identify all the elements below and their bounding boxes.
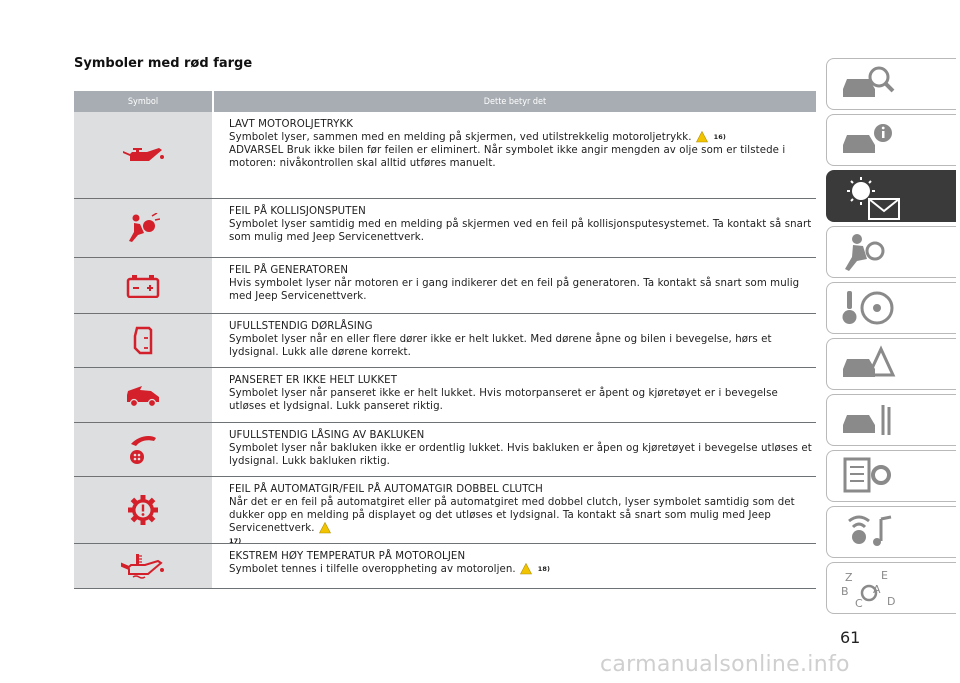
table-row (74, 423, 816, 477)
tab-technical-data[interactable] (826, 450, 956, 502)
svg-text:A: A (873, 583, 881, 596)
svg-text:E: E (881, 569, 888, 582)
symbol-cell (74, 368, 214, 422)
column-header-symbol: Symbol (74, 91, 214, 112)
multimedia-icon (837, 511, 897, 553)
symbol-cell (74, 423, 214, 476)
symbol-cell (74, 314, 214, 367)
row-text: Symbolet lyser når bakluken ikke er ordentlig lukket. Hvis bakluken er åpen og kjøretøyet i bevegelse utløses et lydsignal. Lukk bakluken riktig. (229, 443, 812, 467)
table-row (74, 544, 816, 589)
warning-light-message-icon (837, 175, 907, 221)
tab-multimedia[interactable] (826, 506, 956, 558)
oil-can-icon (120, 144, 166, 166)
steering-wheel-key-icon (837, 287, 897, 329)
row-heading: FEIL PÅ AUTOMATGIR/FEIL PÅ AUTOMATGIR DOBBEL CLUTCH (229, 484, 543, 495)
warning-triangle-icon (319, 522, 331, 534)
row-heading: PANSERET ER IKKE HELT LUKKET (229, 375, 398, 386)
table-row (74, 368, 816, 423)
symbol-cell (74, 544, 214, 588)
oil-temperature-icon (119, 553, 167, 579)
meaning-cell (214, 314, 816, 367)
table-row (74, 199, 816, 258)
airbag-icon (126, 213, 160, 243)
meaning-cell (214, 199, 816, 257)
airbag-seat-icon (837, 231, 897, 273)
row-heading: EKSTREM HØY TEMPERATUR PÅ MOTOROLJEN (229, 551, 466, 562)
warning-triangle-icon (696, 131, 708, 143)
meaning-cell (214, 112, 816, 198)
row-text: Symbolet lyser når panseret ikke er helt lukket. Hvis motorpanseret er åpent og kjøretøyet er i bevegelse utløses et lydsignal. Lukk panseret riktig. (229, 388, 778, 412)
svg-text:C: C (855, 597, 863, 610)
row-warning-text: ADVARSEL Bruk ikke bilen før feilen er eliminert. Når symbolet ikke angir mengden av olje som er tilstede i motoren: nivåkontrollen skal alltid utføres manuelt. (229, 145, 786, 169)
car-emergency-icon (837, 343, 897, 385)
index-letters-icon (837, 567, 907, 613)
tab-safety[interactable] (826, 226, 956, 278)
meaning-cell (214, 423, 816, 476)
tab-starting-driving[interactable] (826, 282, 956, 334)
meaning-cell (214, 477, 816, 543)
symbol-cell (74, 477, 214, 543)
symbol-cell (74, 258, 214, 313)
row-heading: FEIL PÅ GENERATOREN (229, 265, 349, 276)
footnote-ref: 18) (537, 565, 551, 573)
footnote-ref: 16) (713, 133, 726, 141)
page-title: Symboler med rød farge (74, 56, 253, 71)
hood-open-icon (124, 383, 162, 407)
tab-car-info[interactable] (826, 114, 956, 166)
row-text: Symbolet lyser når en eller flere dører ikke er helt lukket. Med dørene åpne og bilen i bevegelse, hørs et lydsignal. Lukk alle dørene korrekt. (229, 334, 772, 358)
row-heading: FEIL PÅ KOLLISJONSPUTEN (229, 206, 366, 217)
door-open-icon (132, 326, 154, 356)
meaning-cell (214, 544, 816, 588)
row-heading: UFULLSTENDIG LÅSING AV BAKLUKEN (229, 430, 425, 441)
table-row (74, 258, 816, 314)
tab-car-search[interactable] (826, 58, 956, 110)
svg-text:D: D (887, 595, 896, 608)
page-number: 61 (840, 628, 861, 647)
car-search-icon (837, 63, 897, 105)
tab-warning-lights[interactable] (826, 170, 956, 222)
row-heading: UFULLSTENDIG DØRLÅSING (229, 321, 373, 332)
car-info-icon (837, 119, 897, 161)
row-heading: LAVT MOTOROLJETRYKK (229, 119, 354, 130)
tailgate-open-icon (128, 434, 158, 466)
watermark: carmanualsonline.info (600, 652, 850, 677)
tab-index[interactable] (826, 562, 956, 614)
symbol-table (74, 91, 816, 589)
gear-warning-icon (127, 494, 159, 526)
meaning-cell (214, 368, 816, 422)
column-header-meaning: Dette betyr det (483, 96, 547, 107)
symbol-cell (74, 112, 214, 198)
specs-gear-icon (837, 455, 897, 497)
table-header (74, 91, 816, 112)
row-text: Symbolet tennes i tilfelle overoppheting av motoroljen. 18) (229, 564, 551, 575)
svg-text:Z: Z (845, 571, 853, 584)
table-row (74, 112, 816, 199)
table-row (74, 477, 816, 544)
row-text: Symbolet lyser, sammen med en melding på skjermen, ved utilstrekkelig motoroljetrykk. 16) (229, 132, 726, 143)
svg-text:B: B (841, 585, 849, 598)
car-tools-icon (837, 399, 897, 441)
row-text: Hvis symbolet lyser når motoren er i gang indikerer det en feil på generatoren. Ta kontakt så snart som mulig med Jeep Servicenettverk. (229, 278, 800, 302)
tab-service-maintenance[interactable] (826, 394, 956, 446)
battery-icon (126, 274, 160, 298)
row-text: Når det er en feil på automatgiret eller på automatgiret med dobbel clutch, lyser symbolet samtidig som det dukker opp en melding på displayet og det utløses et lydsignal. Ta kontakt så snart som mulig med Jeep Servicenettverk. (229, 497, 795, 534)
tab-emergency[interactable] (826, 338, 956, 390)
table-row (74, 314, 816, 368)
meaning-cell (214, 258, 816, 313)
symbol-cell (74, 199, 214, 257)
footnote-ref: 17) (229, 537, 242, 545)
warning-triangle-icon (520, 563, 532, 575)
row-text: Symbolet lyser samtidig med en melding på skjermen ved en feil på kollisjonsputesystemet. Ta kontakt så snart som mulig med Jeep Servicenettverk. (229, 219, 812, 243)
